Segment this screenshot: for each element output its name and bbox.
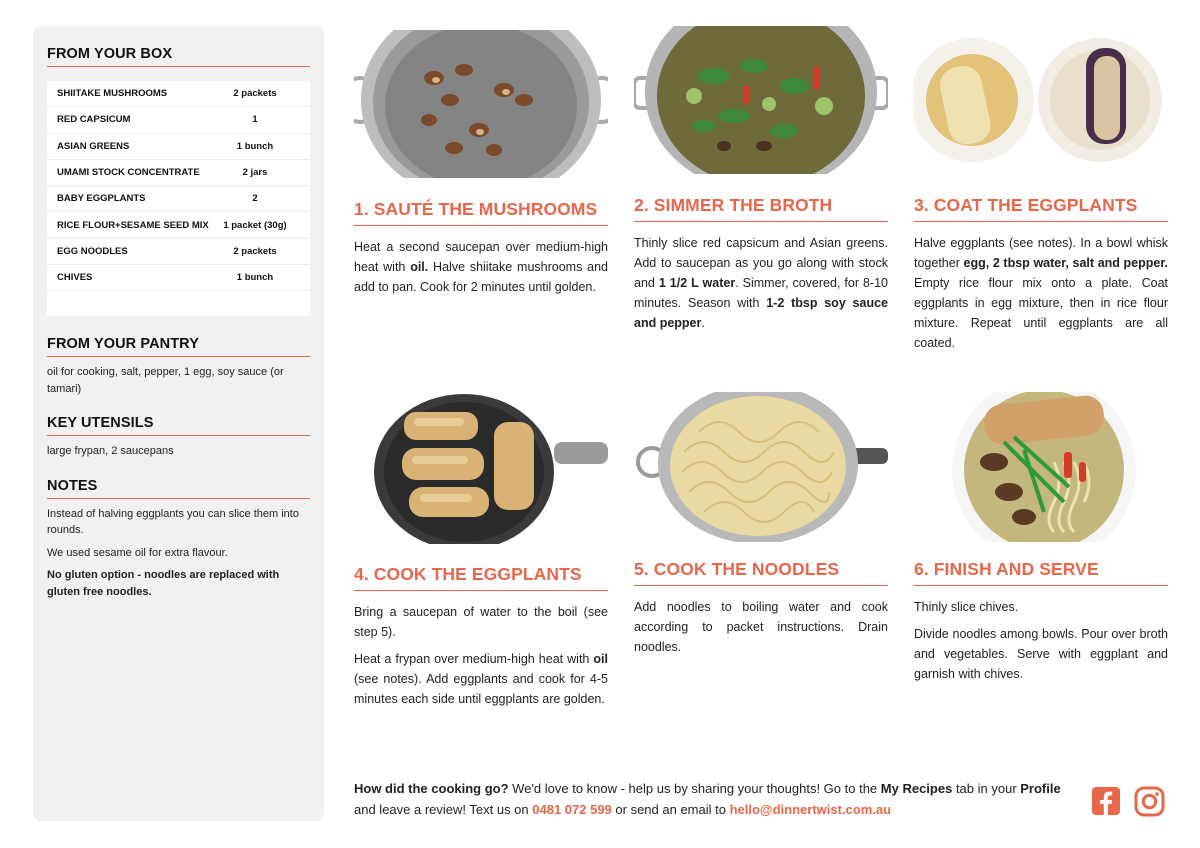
step-text-bold: 1-2 tbsp soy sauce and pepper	[634, 296, 888, 330]
notes-section	[47, 478, 310, 601]
ingredient-row	[47, 265, 310, 291]
step-4-paragraph-2	[354, 649, 608, 709]
step-2-photo	[634, 26, 888, 174]
step-text: . Simmer, covered, for 8-10 minutes. Season with	[634, 276, 888, 310]
step-2-title: 2. SIMMER THE BROTH	[634, 195, 888, 222]
step-1-paragraph	[354, 237, 608, 297]
utensils-text: large frypan, 2 saucepans	[47, 445, 174, 457]
step-text: Heat a frypan over medium-high heat with	[354, 652, 594, 666]
review-footer	[354, 778, 1074, 820]
step-text: Empty rice flour mix onto a plate. Coat eggplants in egg mixture, then in rice flour mixture. Repeat until eggplants are all coated.	[914, 276, 1168, 350]
step-text-bold: 1 1/2 L water	[658, 276, 736, 290]
step-5-title: 5. COOK THE NOODLES	[634, 559, 888, 586]
ingredient-name: RED CAPSICUM	[57, 114, 131, 126]
step-2-paragraph	[634, 233, 888, 333]
ingredient-row	[47, 239, 310, 265]
step-text-bold: egg, 2 tbsp water, salt and pepper.	[963, 256, 1169, 270]
ingredient-row	[47, 212, 310, 238]
utensils-heading: KEY UTENSILS	[47, 415, 310, 436]
step-text: Heat a second saucepan over medium-high heat with	[354, 240, 608, 274]
note-text: We used sesame oil for extra flavour.	[47, 546, 228, 559]
step-6-body	[914, 597, 1168, 684]
footer-text: We'd love to know - help us by sharing your thoughts! Go to the	[508, 781, 881, 796]
step-4-body	[354, 602, 608, 709]
step-6-paragraph-2: Divide noodles among bowls. Pour over broth and vegetables. Serve with eggplant and garnish with chives.	[914, 627, 1168, 681]
step-4-photo	[354, 392, 608, 544]
step-text-bold: oil.	[410, 260, 429, 274]
ingredient-name: BABY EGGPLANTS	[57, 193, 146, 205]
step-5-body	[634, 597, 888, 657]
footer-text: and leave a review! Text us on	[354, 802, 533, 817]
note-text: Instead of halving eggplants you can slice them into rounds.	[47, 507, 299, 536]
step-4	[354, 392, 608, 709]
my-recipes-tab-link[interactable]: My Recipes	[880, 781, 953, 796]
step-5-paragraph: Add noodles to boiling water and cook according to packet instructions. Drain noodles.	[634, 600, 888, 654]
ingredient-row	[47, 134, 310, 160]
ingredient-qty: 1	[252, 114, 258, 126]
ingredient-qty: 2 packets	[233, 245, 277, 257]
step-2	[634, 26, 888, 333]
email-link[interactable]: hello@dinnertwist.com.au	[729, 802, 892, 817]
footer-question: How did the cooking go?	[354, 781, 509, 796]
ingredient-name: ASIAN GREENS	[57, 140, 130, 152]
ingredient-name: RICE FLOUR+SESAME SEED MIX	[57, 219, 209, 231]
step-5-photo	[634, 392, 888, 542]
step-text: (see notes). Add eggplants and cook for 4-5 minutes each side until eggplants are golden.	[354, 672, 608, 706]
step-2-body	[634, 233, 888, 333]
step-3-body	[914, 233, 1168, 353]
ingredient-name: CHIVES	[57, 272, 93, 284]
footer-text: tab in your	[952, 781, 1021, 796]
ingredient-qty: 1 bunch	[236, 272, 274, 284]
step-6-photo	[914, 392, 1168, 542]
box-heading: FROM YOUR BOX	[47, 46, 310, 67]
sidebar-panel	[33, 26, 324, 821]
ingredient-qty: 2	[252, 193, 258, 205]
ingredient-row	[47, 160, 310, 186]
pantry-heading: FROM YOUR PANTRY	[47, 336, 310, 357]
phone-link[interactable]: 0481 072 599	[532, 802, 612, 817]
ingredient-qty: 1 bunch	[236, 140, 274, 152]
step-1	[354, 30, 608, 297]
step-6-paragraph-1: Thinly slice chives.	[914, 600, 1019, 614]
facebook-icon[interactable]	[1091, 786, 1121, 816]
ingredient-qty: 1 packet (30g)	[223, 219, 287, 231]
box-section	[47, 46, 310, 316]
step-text: Thinly slice red capsicum and Asian greens. Add to saucepan as you go along with stock and	[634, 236, 888, 290]
step-6	[914, 392, 1168, 684]
step-3-paragraph	[914, 233, 1168, 353]
ingredient-row	[47, 81, 310, 107]
utensils-section	[47, 415, 310, 460]
ingredient-name: SHIITAKE MUSHROOMS	[57, 88, 168, 100]
ingredients-table	[47, 81, 310, 316]
step-4-title: 4. COOK THE EGGPLANTS	[354, 564, 608, 591]
ingredient-qty: 2 jars	[242, 167, 268, 179]
ingredient-name: EGG NOODLES	[57, 245, 128, 257]
instagram-icon[interactable]	[1134, 786, 1165, 817]
pantry-section	[47, 336, 310, 397]
step-1-title: 1. SAUTÉ THE MUSHROOMS	[354, 199, 608, 226]
ingredient-row	[47, 107, 310, 133]
step-text-bold: oil	[593, 652, 608, 666]
step-6-title: 6. FINISH AND SERVE	[914, 559, 1168, 586]
notes-heading: NOTES	[47, 478, 310, 499]
profile-link[interactable]: Profile	[1020, 781, 1061, 796]
footer-text: or send an email to	[611, 802, 730, 817]
step-text: Halve shiitake mushrooms and add to pan. Cook for 2 minutes until golden.	[354, 260, 608, 294]
ingredient-qty: 2 packets	[233, 88, 277, 100]
ingredient-name: UMAMI STOCK CONCENTRATE	[57, 167, 200, 179]
step-5	[634, 392, 888, 657]
ingredient-row	[47, 186, 310, 212]
step-3	[914, 26, 1168, 353]
step-text: Halve eggplants (see notes). In a bowl whisk together	[914, 236, 1168, 270]
pantry-text: oil for cooking, salt, pepper, 1 egg, soy sauce (or tamari)	[47, 366, 284, 395]
step-4-paragraph-1: Bring a saucepan of water to the boil (see step 5).	[354, 605, 608, 639]
note-text-bold: No gluten option - noodles are replaced with gluten free noodles.	[47, 569, 280, 598]
step-3-photo	[914, 26, 1168, 174]
step-1-body	[354, 237, 608, 297]
step-text: .	[701, 316, 705, 330]
step-3-title: 3. COAT THE EGGPLANTS	[914, 195, 1168, 222]
step-1-photo	[354, 30, 608, 178]
